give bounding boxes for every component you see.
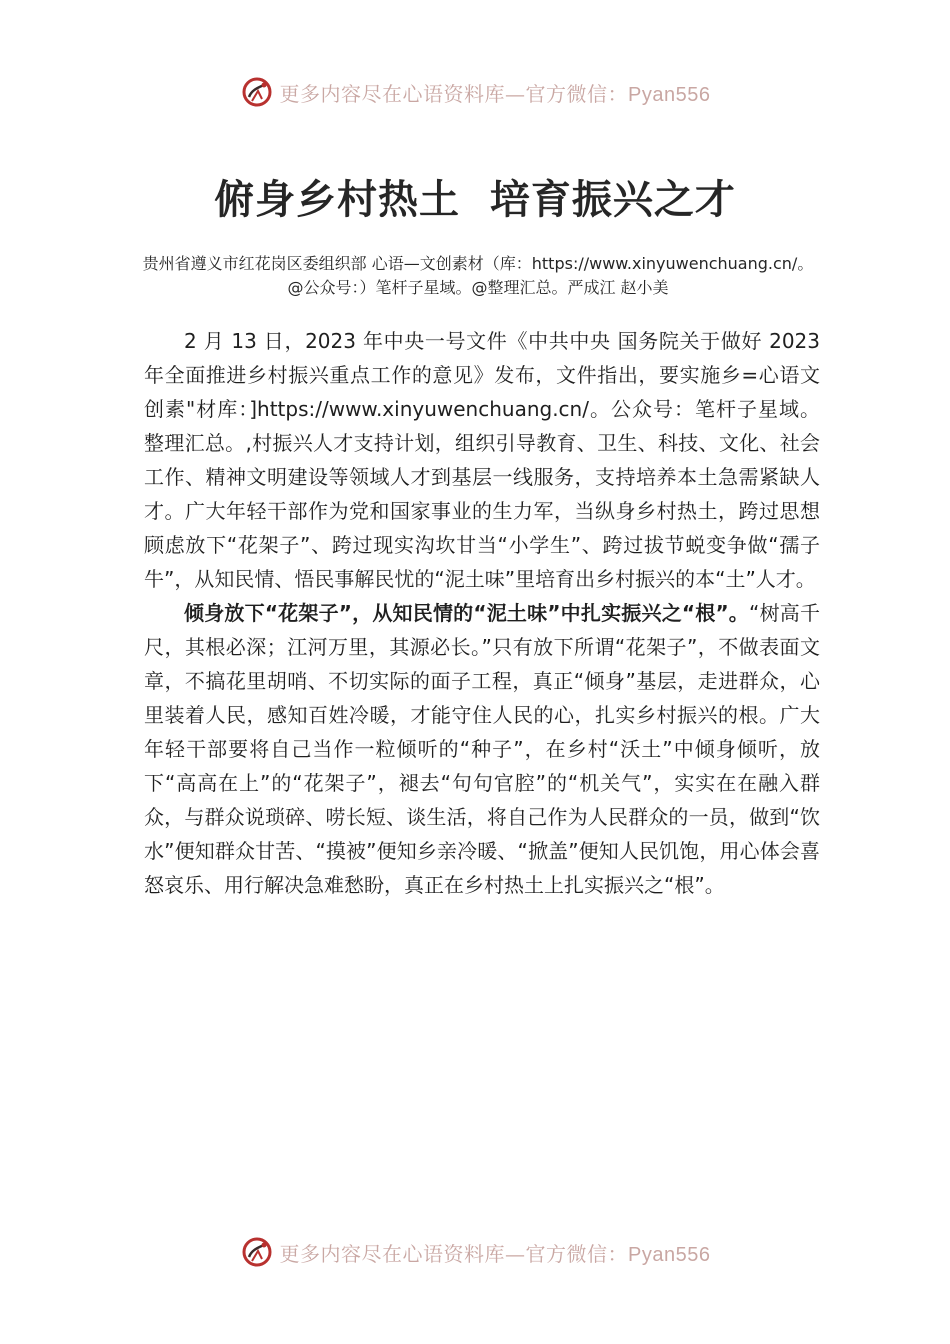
xinyu-logo-icon: [240, 1235, 274, 1269]
article-byline: 贵州省遵义市红花岗区委组织部 心语—文创素材（库：https://www.xinyuwenchuang.cn/。@公众号：）笔杆子星域。@整理汇总。严成江 赵小美: [142, 254, 814, 297]
footer-banner-wechat-id: Pyan556: [628, 1243, 711, 1266]
paragraph-2: [144, 596, 820, 902]
article-title: 俯身乡村热土 培育振兴之才: [214, 177, 736, 223]
footer-banner-inner: [240, 1235, 711, 1269]
paragraph-2-lead: 倾身放下“花架子”，从知民情的“泥土味”中扎实振兴之“根”。: [184, 601, 750, 625]
footer-banner-text: [280, 1238, 711, 1267]
footer-banner-cn: 更多内容尽在心语资料库—官方微信：: [279, 1241, 629, 1266]
header-banner-text: [280, 78, 711, 107]
paragraph-2-body: “树高千尺，其根必深；江河万里，其源必长。”只有放下所谓“花架子”，不做表面文章，不搞花里胡哨、不切实际的面子工程，真正“倾身”基层，走进群众，心里装着人民，感知百姓冷暖，才能守住人民的心，扎实乡村振兴的根。广大年轻干部要将自己当作一粒倾听的“种子”，在乡村“沃土”中倾身倾听，放下“高高在上”的“花架子”，褪去“句句官腔”的“机关气”，实实在在融入群众，与群众说琐碎、唠长短、谈生活，将自己作为人民群众的一员，做到“饮水”便知群众甘苦、“摸被”便知乡亲冷暖、“掀盖”便知人民饥饱，用心体会喜怒哀乐、用行解决急难愁盼，真正在乡村热土上扎实振兴之“根”。: [144, 601, 820, 897]
header-banner-wechat-id: Pyan556: [628, 83, 711, 106]
header-banner: [0, 72, 950, 112]
paragraph-1: 2 月 13 日，2023 年中央一号文件《中共中央 国务院关于做好 2023 年全面推进乡村振兴重点工作的意见》发布，文件指出，要实施乡=心语文创素"材库：]https://www.xinyuwenchuang.cn/。公众号：笔杆子星域。整理汇总。,村振兴人才支持计划，组织引导教育、卫生、科技、文化、社会工作、精神文明建设等领域人才到基层一线服务，支持培养本土急需紧缺人才。广大年轻干部作为党和国家事业的生力军，当纵身乡村热土，跨过思想顾虑放下“花架子”、跨过现实沟坎甘当“小学生”、跨过拔节蜕变争做“孺子牛”，从知民情、悟民事解民忧的“泥土味”里培育出乡村振兴的本“土”人才。: [144, 329, 820, 591]
xinyu-logo-icon: [240, 75, 274, 109]
header-banner-inner: [240, 75, 711, 109]
header-banner-cn: 更多内容尽在心语资料库—官方微信：: [279, 81, 629, 106]
article-body: [144, 324, 820, 902]
footer-banner: [0, 1232, 950, 1272]
